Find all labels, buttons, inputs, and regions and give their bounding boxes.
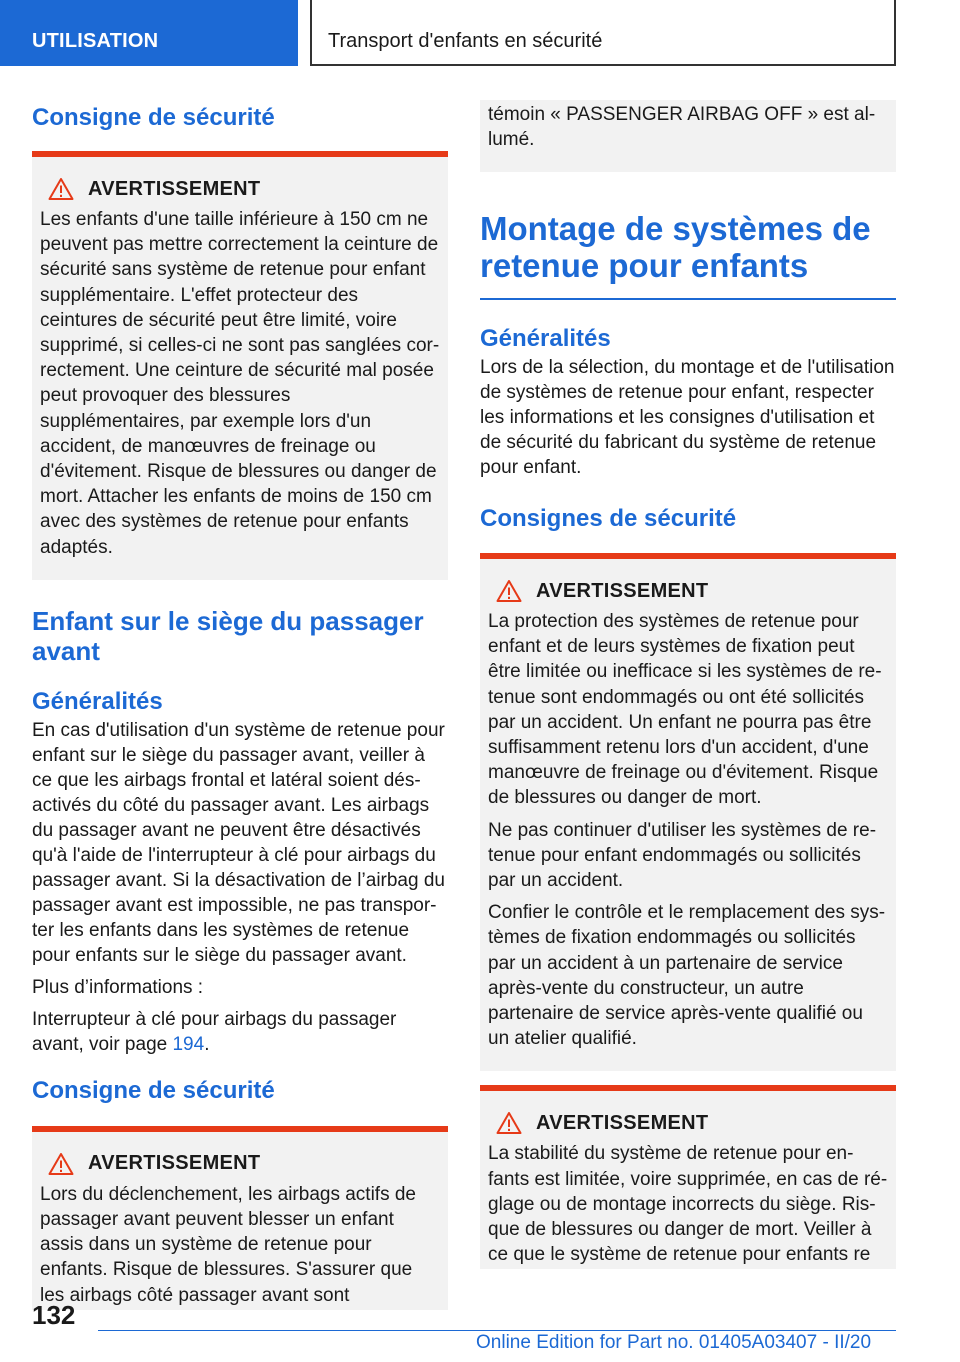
warning-label-3: AVERTISSEMENT bbox=[536, 579, 709, 602]
general-paragraph: En cas d'utilisation d'un système de retenue pour enfant sur le siège du passager avant, veiller à ce que les airbags frontal et latéral soient désactivés du côté du passager avant. Les airbags du passager avant ne peuvent être désactivés qu'à l'aide de l'interrupteur à clé pour airbags du passager avant. Si la désactivation de l’airbag du passager avant est impossible, ne pas transporter les enfants dans les systèmes de retenue pour enfants sur le siège du passager avant. bbox=[32, 719, 445, 966]
chapter-title-box bbox=[310, 0, 896, 66]
section-tab bbox=[0, 0, 298, 66]
safety-heading-2: Consigne de sécurité bbox=[32, 1076, 275, 1104]
general-paragraph-right: Lors de la sélection, du montage et de l'utilisation de systèmes de retenue pour enfant, respecter les informations et les consignes d'utilisation et de sécurité du fabricant du système de retenue pour enfant. bbox=[480, 357, 895, 478]
warning-box bbox=[32, 151, 448, 580]
warning-header-3 bbox=[488, 579, 888, 603]
warning-box-2 bbox=[32, 1126, 448, 1310]
warning-triangle-icon bbox=[496, 1111, 522, 1135]
safety-heading-right: Consignes de sécurité bbox=[480, 505, 737, 532]
warning-box-3 bbox=[480, 553, 896, 1071]
page-reference bbox=[32, 1007, 448, 1057]
general-heading: Généralités bbox=[32, 687, 163, 715]
warning-header bbox=[40, 177, 440, 201]
warning-label: AVERTISSEMENT bbox=[88, 177, 261, 200]
reference-end: . bbox=[204, 1033, 210, 1055]
main-heading: Montage de systèmes de retenue pour enfants bbox=[480, 210, 871, 284]
warning-paragraph-3: Confier le contrôle et le remplacement des systèmes de fixation endommagés ou sollicités par un accident à un partenaire de service après-vente du constructeur, un autre partenaire de service après-vente qualifié ou un atelier qualifié. bbox=[488, 902, 886, 1050]
page-link[interactable]: 194 bbox=[172, 1033, 205, 1055]
warning-text: Les enfants d'une taille inférieure à 150 cm ne peuvent pas mettre correctement la ceinture de sécurité sans système de retenue pour enfant supplémentaire. L'effet protecteur des ceintures de sécurité peut être limité, voire supprimé, si celles-ci ne sont pas sanglées correctement. Une ceinture de sécurité mal posée peut provoquer des blessures supplémentaires, par exemple lors d'un accident, de manœuvres de freinage ou d'évitement. Risque de blessures ou danger de mort. Attacher les enfants de moins de 150 cm avec des systèmes de retenue pour enfants adaptés. bbox=[40, 209, 440, 558]
warning-text-4: La stabilité du système de retenue pour enfants est limitée, voire supprimée, en cas de réglage ou de montage incorrects du siège. Risque de blessures ou danger de mort. Veiller à ce que le système de retenue pour enfants re bbox=[488, 1143, 888, 1266]
reference-text: Interrupteur à clé pour airbags du passager avant, voir page bbox=[32, 1008, 397, 1055]
warning-continuation-box bbox=[480, 100, 896, 172]
warning-paragraph-1: La protection des systèmes de retenue pour enfant et de leurs systèmes de fixation peut être limitée ou inefficace si les systèmes de retenue sont endommagés ou ont été sollicités par un accident. Un enfant ne pourra pas être suffisamment retenu lors d'un accident, d'une manœuvre de freinage ou d'évitement. Risque de blessures ou danger de mort. bbox=[488, 611, 882, 809]
footer-rule bbox=[98, 1330, 896, 1331]
left-column bbox=[32, 100, 448, 1310]
page-number: 132 bbox=[32, 1300, 76, 1330]
warning-header-2 bbox=[40, 1152, 440, 1176]
safety-heading: Consigne de sécurité bbox=[32, 104, 275, 131]
right-column bbox=[480, 100, 896, 1269]
warning-paragraph-2: Ne pas continuer d'utiliser les systèmes de retenue pour enfant endommagés ou sollicités par un accident. bbox=[488, 819, 877, 892]
general-heading-right: Généralités bbox=[480, 325, 611, 352]
warning-text-2: Lors du déclenchement, les airbags actifs de passager avant peuvent blesser un enfant assis dans un système de retenue pour enfants. Risque de blessures. S'assurer que les airbags côté passager avant sont bbox=[40, 1183, 416, 1306]
front-seat-heading: Enfant sur le siège du passager avant bbox=[32, 605, 424, 666]
warning-triangle-icon bbox=[496, 579, 522, 603]
warning-label-2: AVERTISSEMENT bbox=[88, 1152, 261, 1175]
edition-text: Online Edition for Part no. 01405A03407 - II/20 bbox=[476, 1332, 872, 1353]
warning-triangle-icon bbox=[48, 1152, 74, 1176]
warning-continuation-text: témoin « PASSENGER AIRBAG OFF » est allumé. bbox=[488, 104, 876, 150]
warning-label-4: AVERTISSEMENT bbox=[536, 1111, 709, 1134]
warning-triangle-icon bbox=[48, 177, 74, 201]
warning-header-4 bbox=[488, 1111, 888, 1135]
heading-rule bbox=[480, 298, 896, 300]
chapter-title: Transport d'enfants en sécurité bbox=[328, 30, 603, 52]
more-info-text: Plus d’informations : bbox=[32, 976, 204, 998]
page-header bbox=[0, 0, 960, 66]
warning-box-4 bbox=[480, 1085, 896, 1269]
section-tab-label: UTILISATION bbox=[32, 30, 159, 52]
